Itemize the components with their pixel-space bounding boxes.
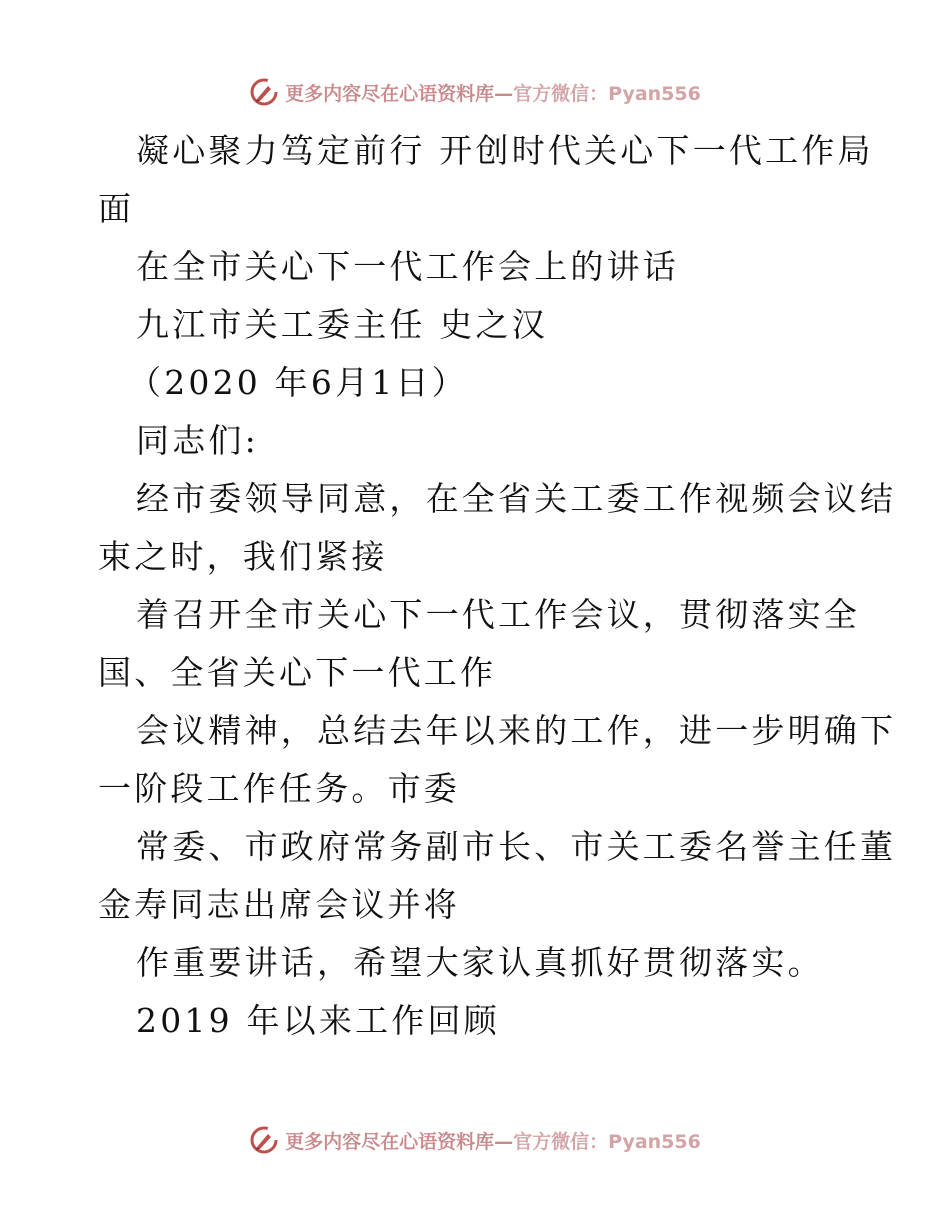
doc-paragraph-line: 国、全省关心下一代工作	[98, 653, 497, 692]
pen-logo-icon	[249, 77, 279, 107]
doc-paragraph-line: 常委、市政府常务副市长、市关工委名誉主任董	[136, 827, 897, 866]
doc-author: 九江市关工委主任 史之汉	[136, 305, 548, 344]
doc-paragraph-line: 作重要讲话，希望大家认真抓好贯彻落实。	[136, 943, 824, 982]
doc-paragraph-line: 金寿同志出席会议并将	[98, 885, 460, 924]
doc-subtitle: 在全市关心下一代工作会上的讲话	[136, 247, 679, 286]
doc-paragraph-line: 经市委领导同意，在全省关工委工作视频会议结	[136, 479, 897, 518]
watermark-text: 更多内容尽在心语资料库—官方微信：Pyan556	[285, 82, 701, 105]
doc-paragraph-line: 束之时，我们紧接	[98, 537, 388, 576]
doc-section-heading: 2019 年以来工作回顾	[136, 1001, 500, 1040]
watermark-text: 更多内容尽在心语资料库—官方微信：Pyan556	[285, 1130, 701, 1153]
doc-date: （2020 年6月1日）	[128, 363, 468, 402]
doc-paragraph-line: 着召开全市关心下一代工作会议，贯彻落实全	[136, 595, 860, 634]
doc-title-line-2: 面	[98, 189, 135, 228]
doc-title-line-1: 凝心聚力笃定前行 开创时代关心下一代工作局	[136, 131, 874, 170]
doc-paragraph-line: 会议精神，总结去年以来的工作，进一步明确下	[136, 711, 897, 750]
pen-logo-icon	[249, 1125, 279, 1155]
footer-watermark	[0, 1120, 950, 1160]
document-body	[98, 122, 897, 1050]
header-watermark	[0, 72, 950, 112]
doc-paragraph-line: 一阶段工作任务。市委	[98, 769, 460, 808]
doc-salutation: 同志们:	[136, 421, 259, 460]
